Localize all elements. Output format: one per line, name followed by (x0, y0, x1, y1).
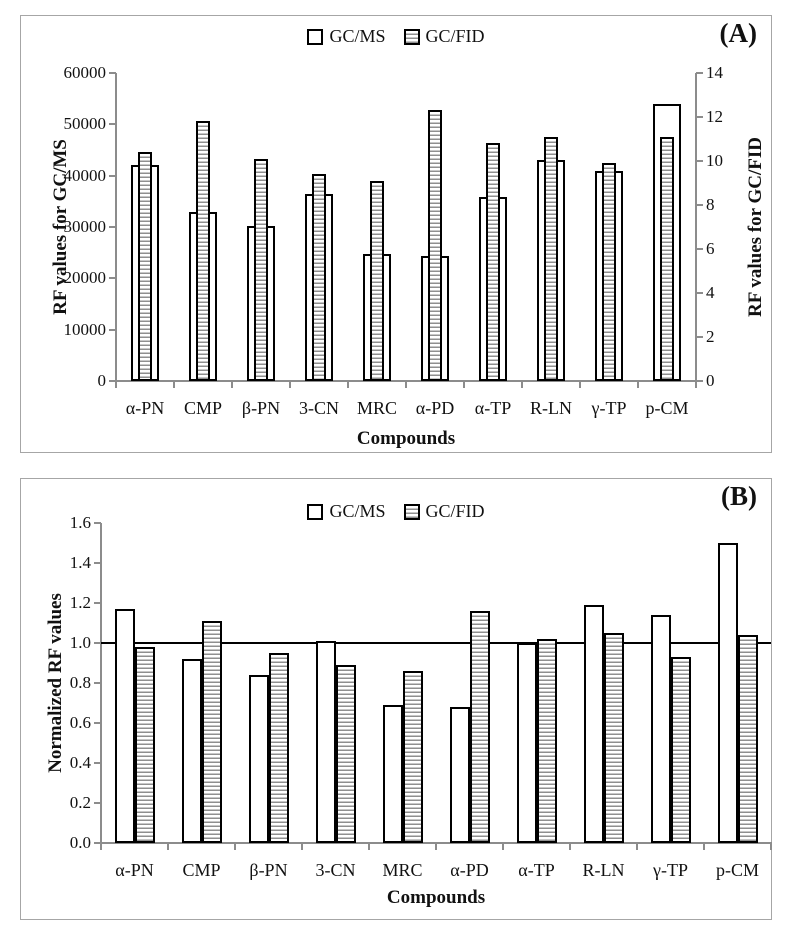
x-tick (569, 843, 571, 850)
bar-gcfid (312, 174, 326, 381)
y-tick-label-right: 8 (706, 195, 715, 214)
bar-gcfid (486, 143, 500, 381)
y-tick-left (94, 722, 101, 724)
y-tick-label-left: 0.6 (69, 713, 91, 732)
x-category-label: α-TP (518, 860, 555, 880)
y-tick-label-left: 0.4 (69, 753, 91, 772)
x-category-label: R-LN (530, 398, 572, 418)
legend-item-gcfid (404, 26, 485, 47)
y-tick-label-left: 1.0 (69, 633, 91, 652)
x-category-label: α-PD (450, 860, 489, 880)
y-tick-label-left: 1.4 (69, 553, 91, 572)
bar-gcfid (403, 671, 423, 843)
y-axis-line-right (695, 73, 697, 381)
bar-gcfid (336, 665, 356, 843)
bar-gcfid (138, 152, 152, 381)
bar-gcms (517, 643, 537, 843)
x-tick (100, 843, 102, 850)
legend-item-gcms (307, 26, 385, 47)
y-tick-label-left: 60000 (63, 63, 106, 82)
x-tick (463, 381, 465, 388)
y-tick-label-left: 1.6 (69, 513, 91, 532)
x-category-label: α-TP (474, 398, 512, 418)
bar-gcfid (428, 110, 442, 381)
y-tick-label-right: 6 (706, 239, 715, 258)
bar-gcfid (196, 121, 210, 381)
y-tick-left (109, 123, 116, 125)
y-tick-right (696, 72, 703, 74)
x-category-label: R-LN (582, 860, 625, 880)
x-tick (301, 843, 303, 850)
x-tick (637, 381, 639, 388)
x-tick (167, 843, 169, 850)
x-tick (770, 843, 772, 850)
y-tick-left (109, 72, 116, 74)
y-tick-left (109, 175, 116, 177)
x-tick (231, 381, 233, 388)
y-tick-right (696, 292, 703, 294)
y-tick-left (94, 802, 101, 804)
legend-label-gcms: GC/MS (329, 26, 386, 46)
y-tick-label-left: 10000 (63, 319, 106, 339)
y-tick-label-left: 0.2 (69, 793, 91, 812)
x-axis-title-b: Compounds (386, 887, 486, 908)
legend-label-gcfid: GC/FID (425, 26, 485, 46)
y-tick-right (696, 204, 703, 206)
y-axis-title-b: Normalized RF values (45, 593, 66, 773)
y-axis-title-left-a: RF values for GC/MS (50, 139, 71, 315)
bar-gcfid (604, 633, 624, 843)
y-tick-left (94, 682, 101, 684)
legend-item-gcms (307, 501, 385, 522)
bar-gcfid (602, 163, 616, 381)
x-category-label: p-CM (715, 860, 759, 880)
x-category-label: β-PN (241, 398, 281, 418)
y-tick-label-left: 50000 (63, 114, 106, 134)
legend-swatch-gcms (307, 29, 323, 45)
y-tick-label-left: 1.2 (69, 593, 91, 612)
bar-gcms (450, 707, 470, 843)
y-tick-left (94, 762, 101, 764)
plot-area-b (21, 479, 771, 919)
x-tick (579, 381, 581, 388)
y-tick-left (94, 602, 101, 604)
x-category-label: p-CM (645, 398, 689, 418)
x-tick (521, 381, 523, 388)
legend-b (21, 501, 771, 522)
x-category-label: CMP (182, 860, 221, 880)
legend-swatch-gcfid (404, 504, 420, 520)
y-tick-right (696, 380, 703, 382)
bar-gcms (651, 615, 671, 843)
y-tick-label-right: 10 (706, 151, 723, 170)
x-tick (695, 381, 697, 388)
y-tick-label-right: 0 (706, 371, 715, 390)
x-category-label: 3-CN (299, 398, 339, 418)
y-tick-label-left: 40000 (63, 165, 106, 185)
x-category-label: CMP (183, 398, 223, 418)
x-tick (347, 381, 349, 388)
y-tick-left (94, 562, 101, 564)
x-tick (173, 381, 175, 388)
x-category-label: γ-TP (653, 860, 688, 880)
y-tick-right (696, 116, 703, 118)
legend-a (21, 26, 771, 47)
y-tick-left (109, 277, 116, 279)
y-tick-label-left: 0.8 (69, 673, 91, 692)
x-tick (502, 843, 504, 850)
bar-gcfid (660, 137, 674, 381)
x-category-label: α-PN (115, 860, 154, 880)
y-tick-label-right: 2 (706, 327, 715, 346)
x-category-label: 3-CN (315, 860, 356, 880)
x-axis-title-a: Compounds (356, 428, 456, 449)
y-tick-left (94, 642, 101, 644)
y-tick-right (696, 160, 703, 162)
chart-panel-b (20, 478, 772, 920)
bar-gcms (182, 659, 202, 843)
x-category-label: β-PN (249, 860, 288, 880)
y-tick-label-left: 0.0 (69, 833, 91, 852)
y-tick-left (109, 329, 116, 331)
panel-label-b: (B) (721, 481, 757, 511)
y-tick-label-left: 30000 (63, 217, 106, 236)
y-tick-right (696, 248, 703, 250)
bar-gcms (249, 675, 269, 843)
bar-gcfid (671, 657, 691, 843)
legend-swatch-gcms (307, 504, 323, 520)
legend-item-gcfid (404, 501, 485, 522)
y-tick-left (109, 226, 116, 228)
bar-gcfid (135, 647, 155, 843)
bar-gcfid (370, 181, 384, 381)
bar-gcfid (470, 611, 490, 843)
x-tick (289, 381, 291, 388)
bar-gcfid (544, 137, 558, 381)
x-tick (115, 381, 117, 388)
x-category-label: γ-TP (591, 398, 627, 418)
x-tick (703, 843, 705, 850)
legend-label-gcms: GC/MS (329, 501, 386, 521)
y-tick-label-right: 14 (706, 63, 723, 82)
bar-gcfid (202, 621, 222, 843)
x-category-label: α-PN (125, 398, 165, 418)
bar-gcms (115, 609, 135, 843)
bar-gcms (718, 543, 738, 843)
bar-gcms (316, 641, 336, 843)
x-category-label: α-PD (415, 398, 455, 418)
y-tick-label-left: 0 (97, 371, 106, 390)
y-tick-label-right: 4 (706, 283, 715, 302)
x-tick (636, 843, 638, 850)
bar-gcfid (269, 653, 289, 843)
legend-swatch-gcfid (404, 29, 420, 45)
x-tick (368, 843, 370, 850)
bar-gcms (383, 705, 403, 843)
x-category-label: MRC (356, 398, 398, 418)
y-tick-right (696, 336, 703, 338)
chart-panel-a (20, 15, 772, 453)
x-tick (435, 843, 437, 850)
legend-label-gcfid: GC/FID (425, 501, 485, 521)
x-tick (234, 843, 236, 850)
bar-gcfid (738, 635, 758, 843)
y-tick-label-left: 20000 (63, 268, 106, 288)
bar-gcfid (537, 639, 557, 843)
y-axis-title-right-a: RF values for GC/FID (745, 137, 766, 317)
y-tick-left (94, 522, 101, 524)
x-category-label: MRC (382, 860, 423, 880)
y-tick-label-right: 12 (706, 107, 723, 126)
bar-gcfid (254, 159, 268, 381)
bar-gcms (584, 605, 604, 843)
plot-area-a (21, 16, 771, 452)
x-tick (405, 381, 407, 388)
panel-label-a: (A) (719, 18, 757, 48)
